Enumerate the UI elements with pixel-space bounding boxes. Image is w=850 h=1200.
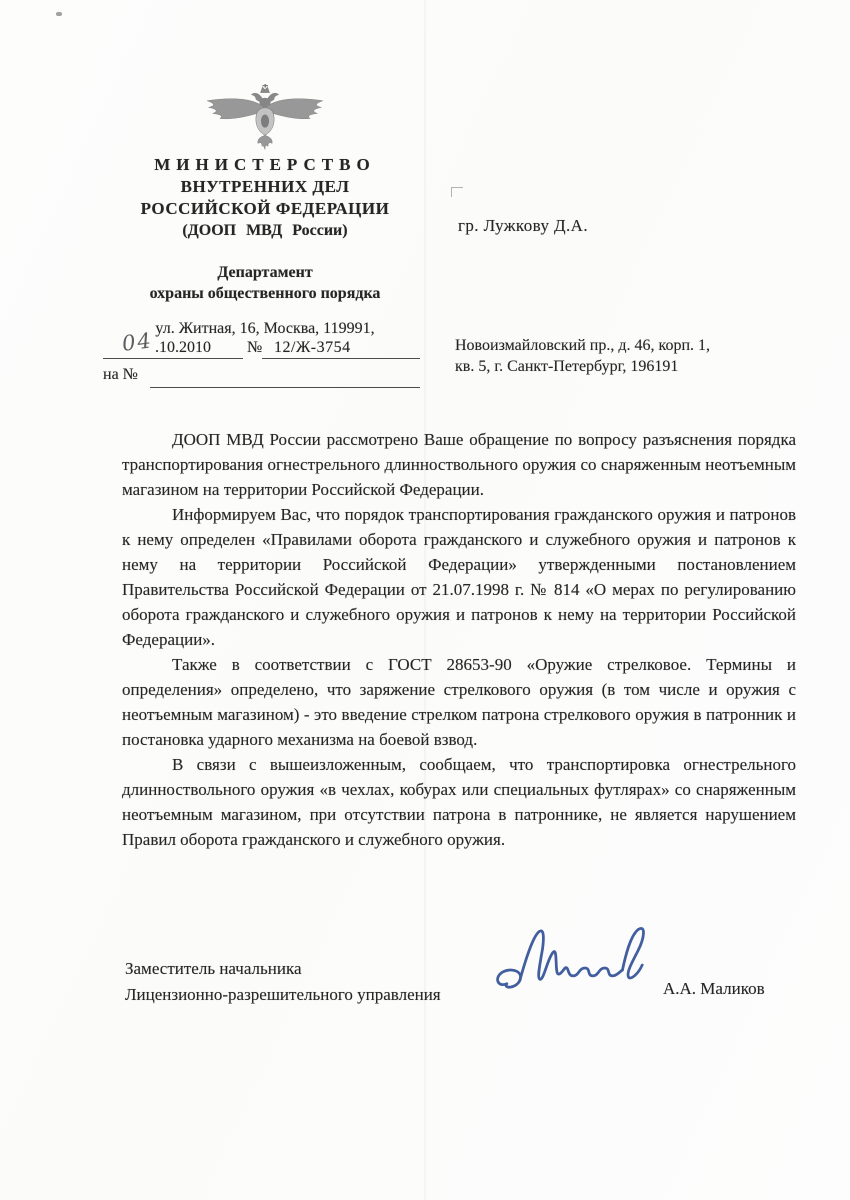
signer-title	[125, 956, 441, 1008]
letterhead	[95, 84, 435, 339]
org-name-line4: (ДООП МВД России)	[182, 222, 348, 239]
department-line1: Департамент	[217, 264, 313, 281]
number-sign: №	[247, 339, 263, 356]
document-number: 12/Ж-3754	[274, 339, 351, 356]
reference-label: на №	[103, 366, 138, 383]
date-underline	[103, 358, 243, 359]
org-name-line1: МИНИСТЕРСТВО	[154, 155, 376, 174]
org-name-line3: РОССИЙСКОЙ ФЕДЕРАЦИИ	[140, 199, 390, 218]
body-paragraph-4: В связи с вышеизложенным, сообщаем, что транспортировка огнестрельного длинноствольного оружия «в чехлах, кобурах или специальных футлярах» со снаряженным неотъемным магазином, при отсутствии патрона в патроннике, не является нарушением Правил оборота гражданского и служебного оружия.	[122, 755, 796, 849]
handwritten-signature	[493, 920, 661, 1010]
handwritten-day: 04	[120, 328, 155, 356]
reference-underline	[150, 387, 420, 388]
number-underline	[262, 358, 420, 359]
department-line2: охраны общественного порядка	[149, 285, 381, 302]
recipient-name: гр. Лужкову Д.А.	[458, 216, 588, 235]
letter-body	[122, 427, 796, 852]
sender-address: ул. Житная, 16, Москва, 119991,	[155, 320, 375, 337]
recipient-address-line2: кв. 5, г. Санкт-Петербург, 196191	[455, 358, 679, 375]
org-name-line2: ВНУТРЕННИХ ДЕЛ	[180, 177, 350, 196]
mvd-double-eagle-emblem-icon	[204, 84, 326, 150]
signer-name: А.А. Маликов	[663, 979, 765, 998]
body-paragraph-3: Также в соответствии с ГОСТ 28653-90 «Оружие стрелковое. Термины и определения» определено, что заряжение стрелкового оружия (в том числе и оружия с неотъемным магазином) - это введение стрелком патрона стрелкового оружия в патронник и постановка ударного механизма на боевой взвод.	[122, 655, 796, 749]
recipient-address-line1: Новоизмайловский пр., д. 46, корп. 1,	[455, 337, 711, 354]
recipient-address	[455, 335, 710, 377]
body-paragraph-2: Информируем Вас, что порядок транспортирования гражданского оружия и патронов к нему определен «Правилами оборота гражданского и служебного оружия и патронов к нему на территории Российской Федерации» утвержденными постановлением Правительства Российской Федерации от 21.07.1998 г. № 814 «О мерах по регулированию оборота гражданского и служебного оружия и патронов к нему на территории Российской Федерации».	[122, 505, 796, 649]
signer-title-line1: Заместитель начальника	[125, 959, 302, 978]
signer-title-line2: Лицензионно-разрешительного управления	[125, 985, 441, 1004]
scan-bracket-artifact	[451, 187, 463, 197]
date-month-year: .10.2010	[155, 339, 211, 356]
body-paragraph-1: ДООП МВД России рассмотрено Ваше обращение по вопросу разъяснения порядка транспортирования огнестрельного длинноствольного оружия со снаряженным неотъемным магазином на территории Российской Федерации.	[122, 430, 796, 499]
scan-speck-artifact	[56, 12, 62, 16]
